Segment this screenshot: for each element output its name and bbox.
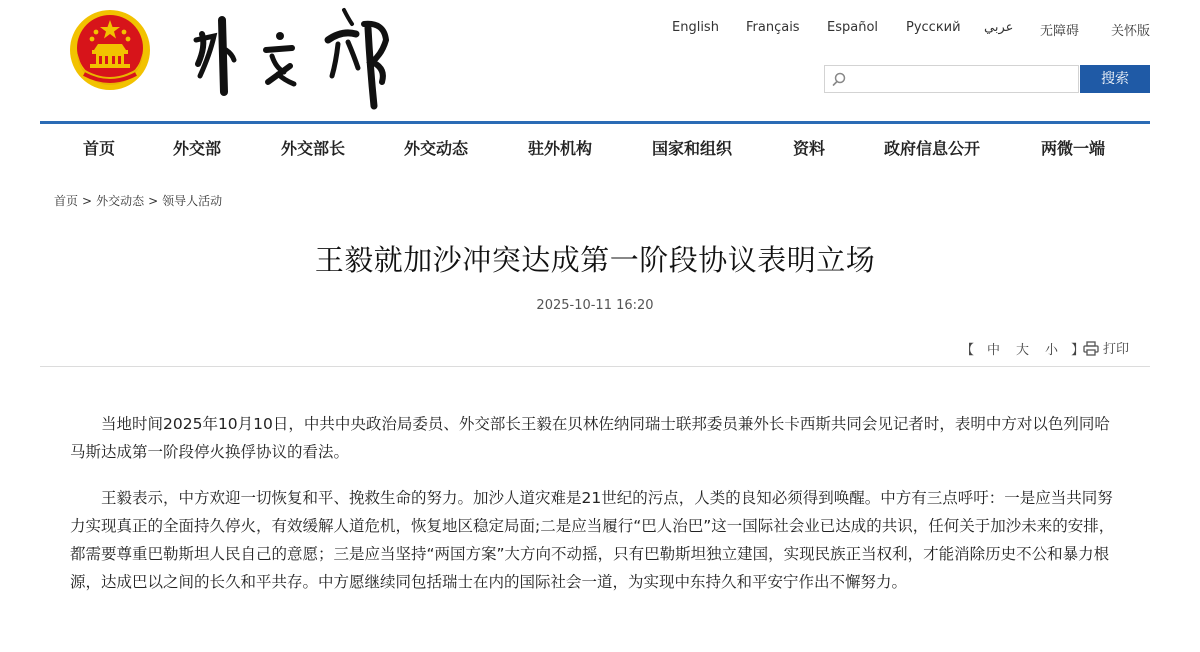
article-paragraph: 王毅表示，中方欢迎一切恢复和平、挽救生命的努力。加沙人道灾难是21世纪的污点，人类的良知必须得到唤醒。中方有三点呼吁：一是应当共同努力实现真正的全面持久停火，有效缓解人道危机，恢复地区稳定局面;二是应当履行“巴人治巴”这一国际社会业已达成的共识，任何关于加沙未来的安排，都需要尊重巴勒斯坦人民自己的意愿；三是应当坚持“两国方案”大方向不动摇，只有巴勒斯坦独立建国，实现民族正当权利，才能消除历史不公和暴力根源，达成巴以之间的长久和平共存。中方愿继续同包括瑞士在内的国际社会一道，为实现中东持久和平安宁作出不懈努力。 <box>70 489 1115 591</box>
bracket-close: 】 <box>1071 343 1085 358</box>
accessibility-link[interactable]: 无障碍 <box>1040 24 1080 39</box>
nav-item-minister[interactable]: 外交部长 <box>281 139 346 158</box>
language-bar <box>640 20 1160 40</box>
lang-spanish-link[interactable]: Español <box>827 20 879 35</box>
emblem-icon <box>68 8 152 92</box>
main-nav <box>40 124 1150 170</box>
ministry-calligraphy-logo[interactable] <box>188 6 408 110</box>
lang-arabic-link[interactable]: عربي <box>984 20 1014 35</box>
nav-item-countries-organizations[interactable]: 国家和组织 <box>652 139 733 158</box>
font-size-medium-button[interactable]: 大 <box>1016 343 1030 358</box>
nav-item-diplomatic-news[interactable]: 外交动态 <box>404 139 469 158</box>
breadcrumb-leader-activities[interactable]: 领导人活动 <box>162 194 223 208</box>
nav-item-missions-abroad[interactable]: 驻外机构 <box>528 139 593 158</box>
search-button[interactable]: 搜索 <box>1080 65 1150 93</box>
search-box <box>824 65 1079 93</box>
printer-icon <box>1083 341 1099 356</box>
font-size-small-button[interactable]: 小 <box>1045 343 1059 358</box>
calligraphy-logo-icon <box>188 6 408 110</box>
breadcrumb-home[interactable]: 首页 <box>54 194 79 208</box>
lang-russian-link[interactable]: Русский <box>906 20 961 35</box>
nav-item-gov-info-disclosure[interactable]: 政府信息公开 <box>884 139 981 158</box>
print-label: 打印 <box>1103 342 1130 357</box>
bracket-open: 【 <box>961 343 975 358</box>
lang-english-link[interactable]: English <box>672 20 719 35</box>
nav-item-social-media[interactable]: 两微一端 <box>1041 139 1106 158</box>
font-size-large-button[interactable]: 中 <box>987 343 1001 358</box>
article-paragraph: 当地时间2025年10月10日，中共中央政治局委员、外交部长王毅在贝林佐纳同瑞士联邦委员兼外长卡西斯共同会见记者时，表明中方对以色列同哈马斯达成第一阶段停火换俘协议的看法。 <box>70 415 1110 461</box>
article-date: 2025-10-11 16:20 <box>536 298 654 313</box>
national-emblem-logo[interactable] <box>68 8 152 92</box>
print-button[interactable] <box>1083 338 1129 357</box>
font-size-controls <box>956 339 1089 358</box>
breadcrumb-separator: > <box>148 194 159 208</box>
nav-item-ministry[interactable]: 外交部 <box>173 139 222 158</box>
breadcrumb-separator: > <box>82 194 93 208</box>
breadcrumb <box>54 192 222 209</box>
nav-item-home[interactable]: 首页 <box>83 139 116 158</box>
article-divider <box>40 366 1150 367</box>
breadcrumb-diplomatic-news[interactable]: 外交动态 <box>96 194 145 208</box>
lang-french-link[interactable]: Français <box>746 20 800 35</box>
search-input[interactable] <box>853 69 1077 91</box>
nav-item-resources[interactable]: 资料 <box>793 139 826 158</box>
elderly-care-version-link[interactable]: 关怀版 <box>1111 24 1151 39</box>
article-body <box>70 410 1115 614</box>
article-title: 王毅就加沙冲突达成第一阶段协议表明立场 <box>314 243 876 277</box>
search-icon <box>832 72 846 86</box>
